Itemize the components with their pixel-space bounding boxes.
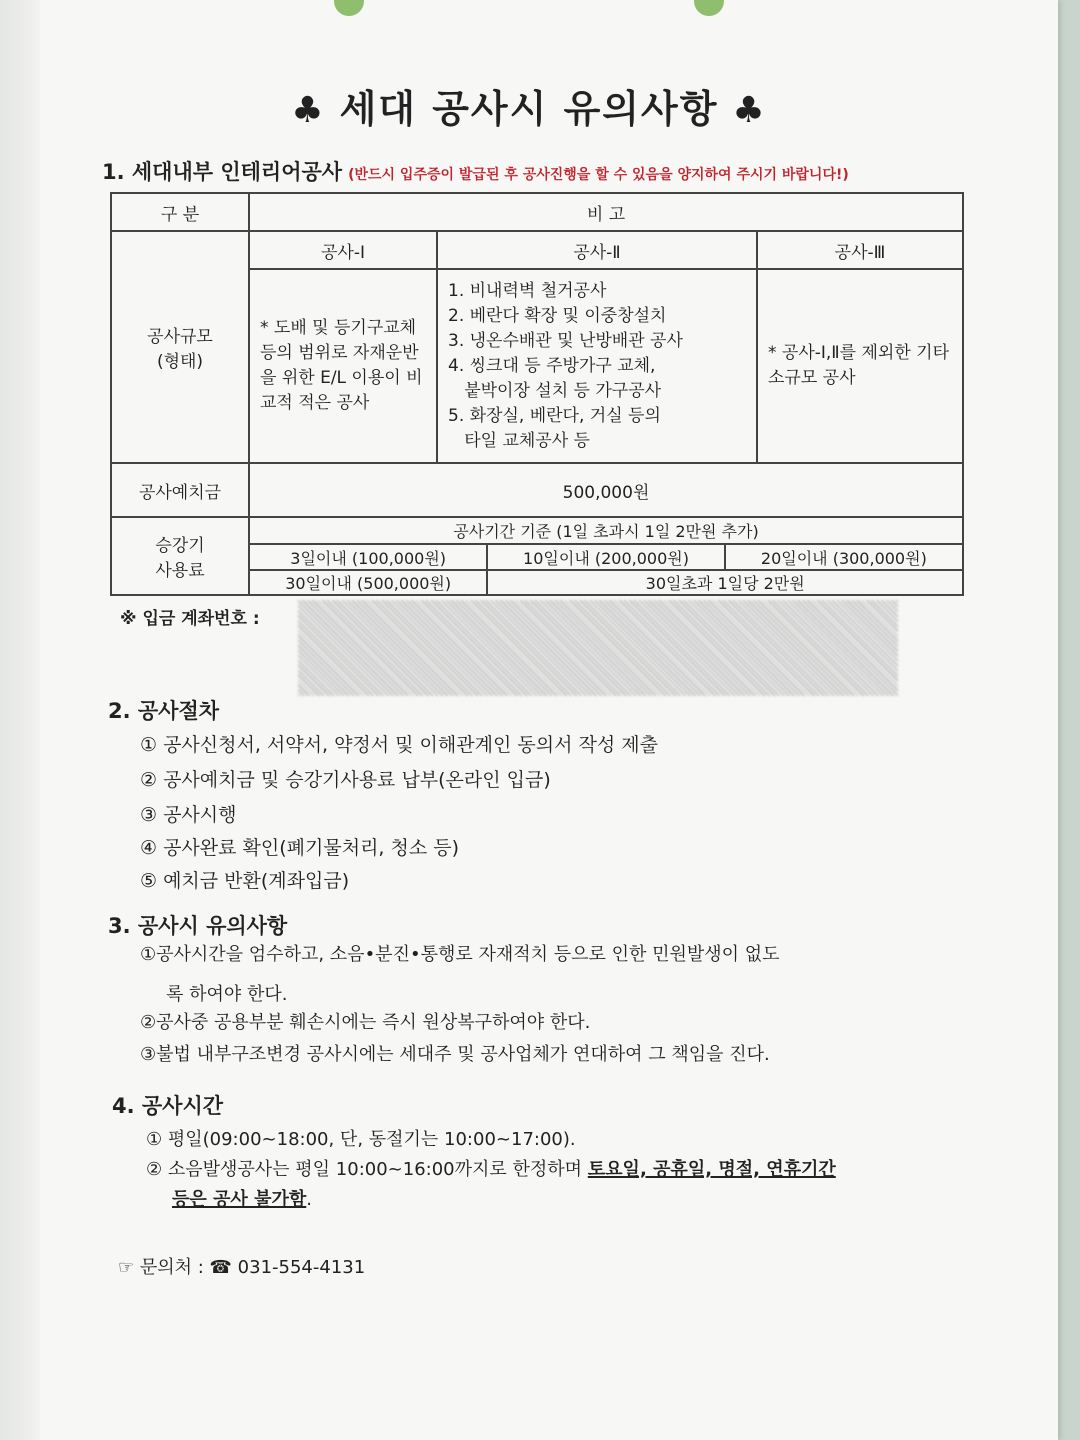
type3-desc: * 공사-Ⅰ,Ⅱ를 제외한 기타 소규모 공사: [757, 269, 963, 463]
elevator-label: [111, 517, 249, 595]
procedure-step: ⑤ 예치금 반환(계좌입금): [140, 870, 350, 892]
type1-desc: * 도배 및 등기구교체 등의 범위로 자재운반을 위한 E/L 이용이 비교적 적은 공사: [249, 269, 437, 463]
procedure-step: ① 공사신청서, 서약서, 약정서 및 이해관계인 동의서 작성 제출: [140, 734, 658, 756]
header-category: 구 분: [111, 193, 249, 231]
hours-item: ① 평일(09:00~18:00, 단, 동절기는 10:00~17:00).: [146, 1129, 576, 1150]
club-icon: ♣: [291, 90, 326, 131]
elevator-basis: 공사기간 기준 (1일 초과시 1일 2만원 추가): [250, 518, 962, 544]
club-icon: ♣: [732, 90, 767, 131]
scale-label: [111, 231, 249, 463]
precaution-item: ②공사중 공용부분 훼손시에는 즉시 원상복구하여야 한다.: [140, 1012, 591, 1033]
type2-item: 2. 베란다 확장 및 이중창설치: [448, 305, 667, 326]
deposit-value: 500,000원: [249, 463, 963, 517]
fee-10days: 10일이내 (200,000원): [487, 544, 724, 570]
elevator-fee-table: [250, 518, 962, 594]
prohibited-note: 등은 공사 불가함: [172, 1189, 307, 1210]
sentence-end: .: [306, 1189, 312, 1210]
fee-3days: 3일이내 (100,000원): [250, 544, 487, 570]
title-text: 세대 공사시 유의사항: [339, 87, 719, 131]
elevator-label-line1: 승강기: [155, 536, 205, 556]
type2-item: 3. 냉온수배관 및 난방배관 공사: [448, 330, 683, 351]
fee-20days: 20일이내 (300,000원): [725, 544, 962, 570]
section2-heading: 2. 공사절차: [108, 699, 220, 723]
type2-item: 타일 교체공사 등: [448, 430, 590, 451]
header-remarks: 비 고: [249, 193, 963, 231]
type3-header: 공사-Ⅲ: [757, 231, 963, 269]
precaution-item-cont: 록 하여야 한다.: [166, 984, 288, 1005]
type2-list: [437, 269, 757, 463]
procedure-step: ② 공사예치금 및 승강기사용료 납부(온라인 입금): [140, 769, 551, 791]
precaution-item: ③불법 내부구조변경 공사시에는 세대주 및 공사업체가 연대하여 그 책임을 진다.: [140, 1044, 770, 1065]
noise-work-text: ② 소음발생공사는 평일 10:00~16:00까지로 한정하며: [146, 1159, 588, 1180]
section1-note: (반드시 입주증이 발급된 후 공사진행을 할 수 있음을 양지하여 주시기 바랍니다!): [348, 167, 849, 183]
contact-info: ☞ 문의처 : ☎ 031-554-4131: [118, 1257, 366, 1278]
procedure-step: ④ 공사완료 확인(폐기물처리, 청소 등): [140, 837, 460, 859]
section1-heading: [102, 156, 849, 186]
punch-hole: [694, 0, 724, 16]
noise-work-item: [146, 1155, 986, 1215]
account-label: ※ 입금 계좌번호 :: [120, 609, 260, 629]
type2-item: 붙박이장 설치 등 가구공사: [448, 380, 662, 401]
fee-30days: 30일이내 (500,000원): [250, 570, 487, 594]
elevator-fee-cell: [249, 517, 963, 595]
elevator-label-line2: 사용료: [155, 561, 205, 581]
scale-label-line2: (형태): [156, 352, 204, 372]
scale-label-line1: 공사규모: [147, 327, 213, 347]
type2-item: 4. 씽크대 등 주방가구 교체,: [448, 355, 656, 376]
page-title: [0, 78, 1058, 133]
precaution-item: ①공사시간을 엄수하고, 소음•분진•통행로 자재적치 등으로 인한 민원발생이 없도: [140, 944, 780, 965]
paper-edge: [0, 0, 40, 1440]
type2-header: 공사-Ⅱ: [437, 231, 757, 269]
section1-title: 1. 세대내부 인테리어공사: [102, 160, 343, 184]
construction-table: [110, 192, 964, 596]
section3-heading: 3. 공사시 유의사항: [108, 914, 288, 938]
redacted-account-number: [298, 600, 898, 696]
prohibited-days: 토요일, 공휴일, 명절, 연휴기간: [587, 1159, 836, 1180]
punch-hole: [334, 0, 364, 16]
procedure-step: ③ 공사시행: [140, 804, 237, 826]
section4-heading: 4. 공사시간: [112, 1094, 224, 1118]
deposit-label: 공사예치금: [111, 463, 249, 517]
type2-item: 1. 비내력벽 철거공사: [448, 280, 607, 301]
type2-item: 5. 화장실, 베란다, 거실 등의: [448, 405, 661, 426]
type1-header: 공사-Ⅰ: [249, 231, 437, 269]
fee-over30: 30일초과 1일당 2만원: [645, 574, 805, 593]
